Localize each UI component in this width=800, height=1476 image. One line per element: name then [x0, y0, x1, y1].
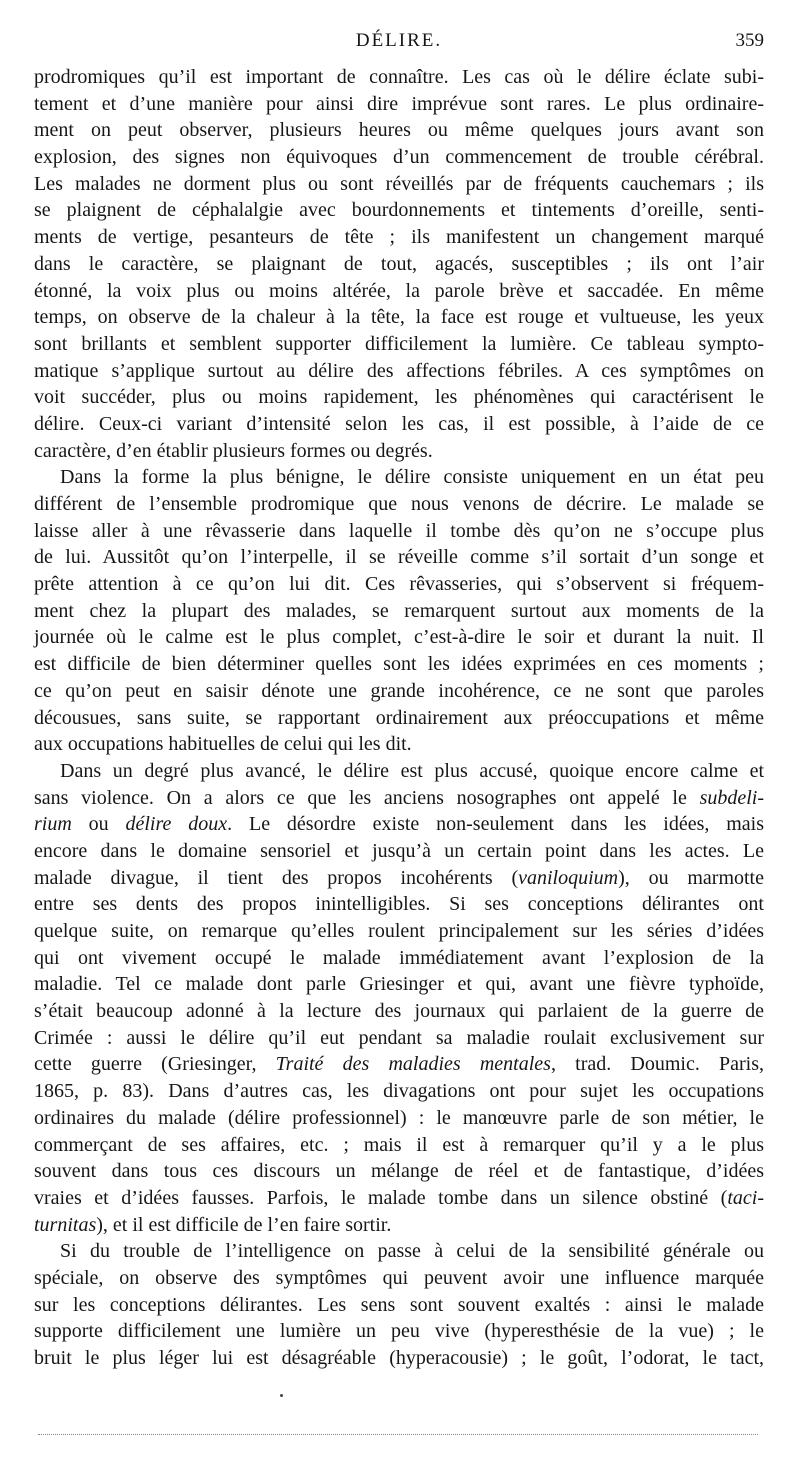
text-line: malade divague, il tient des propos incohérents (vaniloquium), ou marmotte	[34, 866, 764, 889]
body-text	[34, 64, 764, 1372]
text-line: Les malades ne dorment plus ou sont réveillés par de fréquents cauchemars ; ils	[34, 172, 764, 195]
text-line: ment chez la plupart des malades, se remarquent surtout aux moments de la	[34, 599, 764, 622]
text-line: entre ses dents des propos inintelligibles. Si ses conceptions délirantes ont	[34, 893, 764, 916]
text-line: s’était beaucoup adonné à la lecture des journaux qui parlaient de la guerre de	[34, 1000, 764, 1023]
bottom-rule	[38, 1434, 758, 1435]
text-line: ments de vertige, pesanteurs de tête ; ils manifestent un changement marqué	[34, 226, 764, 249]
text-line: prodromiques qu’il est important de connaître. Les cas où le délire éclate subi-	[34, 66, 764, 88]
text-line: sont brillants et semblent supporter difficilement la lumière. Ce tableau sympto-	[34, 332, 764, 355]
text-line: ce qu’on peut en saisir dénote une grande incohérence, ce ne sont que paroles	[34, 679, 764, 702]
text-line: supporte difficilement une lumière un peu vive (hyperesthésie de la vue) ; le	[34, 1320, 764, 1343]
text-line: encore dans le domaine sensoriel et jusqu’à un certain point dans les actes. Le	[34, 839, 764, 862]
text-line: quelque suite, on remarque qu’elles roulent principalement sur les séries d’idées	[34, 920, 764, 942]
text-line: délire. Ceux-ci variant d’intensité selon les cas, il est possible, à l’aide de ce	[34, 412, 764, 435]
text-line: spéciale, on observe des symptômes qui peuvent avoir une influence marquée	[34, 1266, 764, 1289]
text-line: rium ou délire doux. Le désordre existe non-seulement dans les idées, mais	[34, 813, 765, 836]
text-line: explosion, des signes non équivoques d’un commencement de trouble cérébral.	[34, 146, 764, 169]
text-line: différent de l’ensemble prodromique que nous venons de décrire. Le malade se	[34, 493, 764, 515]
text-line: journée où le calme est le plus complet, c’est-à-dire le soir et durant la nuit. Il	[34, 626, 764, 649]
text-line: est difficile de bien déterminer quelles sont les idées exprimées en ces moments ;	[34, 653, 764, 676]
ink-speck	[280, 1394, 283, 1397]
text-line: dans le caractère, se plaignant de tout, agacés, susceptibles ; ils ont l’air	[34, 252, 764, 275]
text-line: se plaignent de céphalalgie avec bourdonnements et tintements d’oreille, senti-	[34, 199, 764, 222]
text-line: vraies et d’idées fausses. Parfois, le malade tombe dans un silence obstiné (taci-	[34, 1186, 764, 1209]
text-line: maladie. Tel ce malade dont parle Griesinger et qui, avant une fièvre typhoïde,	[34, 973, 764, 996]
text-line: cette guerre (Griesinger, Traité des maladies mentales, trad. Doumic. Paris,	[34, 1053, 765, 1076]
text-line: de lui. Aussitôt qu’on l’interpelle, il se réveille comme s’il sortait d’un songe et	[34, 546, 764, 569]
text-line: Crimée : aussi le délire qu’il eut pendant sa maladie roulait exclusivement sur	[34, 1026, 764, 1049]
running-title: DÉLIRE.	[355, 30, 443, 51]
text-line: ment on peut observer, plusieurs heures ou même quelques jours avant son	[34, 119, 764, 142]
text-line: Dans un degré plus avancé, le délire est plus accusé, quoique encore calme et	[60, 759, 764, 782]
text-line: laisse aller à une rêvasserie dans laquelle il tombe dès qu’on ne s’occupe plus	[34, 519, 764, 542]
text-line: sans violence. On a alors ce que les anciens nosographes ont appelé le subdeli-	[34, 786, 764, 809]
text-line: prête attention à ce qu’on lui dit. Ces rêvasseries, qui s’observent si fréquem-	[34, 573, 764, 596]
text-line: turnitas), et il est difficile de l’en faire sortir.	[34, 1213, 392, 1236]
text-line: temps, on observe de la chaleur à la tête, la face est rouge et vultueuse, les yeux	[34, 306, 764, 329]
text-line: bruit le plus léger lui est désagréable (hyperacousie) ; le goût, l’odorat, le tact,	[34, 1347, 764, 1369]
text-line: souvent dans tous ces discours un mélange de réel et de fantastique, d’idées	[34, 1160, 764, 1183]
text-line: ordinaires du malade (délire professionnel) : le manœuvre parle de son métier, le	[34, 1106, 764, 1129]
text-line: commerçant de ses affaires, etc. ; mais il est à remarquer qu’il y a le plus	[34, 1133, 764, 1156]
text-line: décousues, sans suite, se rapportant ordinairement aux préoccupations et même	[34, 706, 764, 729]
text-line: Si du trouble de l’intelligence on passe à celui de la sensibilité générale ou	[60, 1240, 764, 1263]
page-header	[34, 30, 764, 60]
text-line: étonné, la voix plus ou moins altérée, la parole brève et saccadée. En même	[34, 279, 764, 302]
text-line: matique s’applique surtout au délire des affections fébriles. A ces symptômes on	[34, 359, 764, 382]
page-number: 359	[735, 30, 764, 51]
text-line: sur les conceptions délirantes. Les sens sont souvent exaltés : ainsi le malade	[34, 1293, 764, 1316]
text-line: qui ont vivement occupé le malade immédiatement avant l’explosion de la	[34, 946, 764, 969]
text-line: voit succéder, plus ou moins rapidement, les phénomènes qui caractérisent le	[34, 386, 764, 409]
text-line: tement et d’une manière pour ainsi dire imprévue sont rares. Le plus ordinaire-	[34, 92, 764, 115]
text-line: 1865, p. 83). Dans d’autres cas, les divagations ont pour sujet les occupations	[34, 1080, 764, 1103]
text-line: Dans la forme la plus bénigne, le délire consiste uniquement en un état peu	[60, 466, 764, 489]
text-line: caractère, d’en établir plusieurs formes ou degrés.	[34, 439, 433, 462]
text-line: aux occupations habituelles de celui qui les dit.	[34, 733, 412, 756]
